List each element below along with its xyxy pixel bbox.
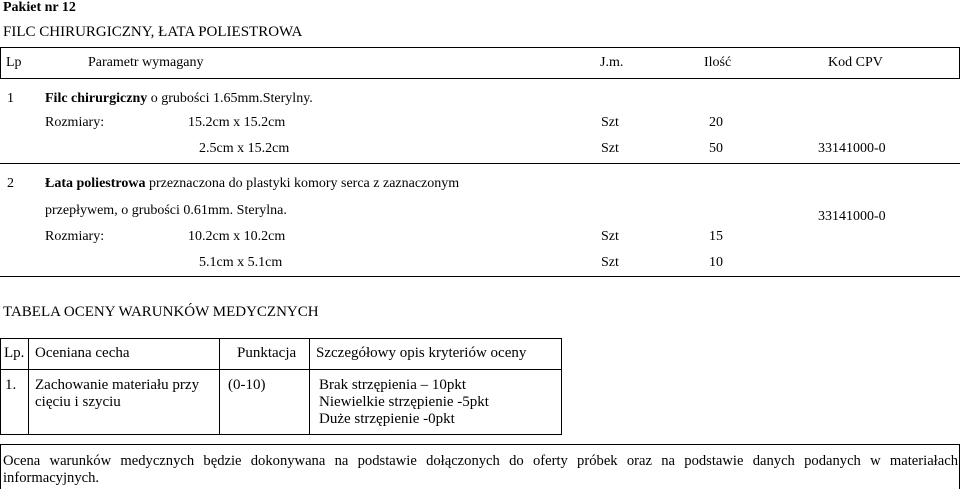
package-number: Pakiet nr 12 — [3, 0, 76, 15]
item-2-unit-1: Szt — [601, 229, 619, 244]
eval-table-border-left — [0, 338, 1, 435]
item-1-qty-1: 20 — [709, 115, 723, 130]
eval-detail-line-1: Brak strzępienia – 10pkt — [319, 377, 467, 393]
eval-row-details — [319, 377, 489, 428]
eval-table-title: TABELA OCENY WARUNKÓW MEDYCZNYCH — [3, 304, 319, 320]
item-1-unit-1: Szt — [601, 115, 619, 130]
notice-border-left — [0, 444, 1, 489]
spec-table-header-border — [0, 78, 960, 79]
spec-table-border-top — [0, 47, 960, 48]
item-1-unit-2: Szt — [601, 141, 619, 156]
col-header-unit: J.m. — [600, 55, 624, 70]
eval-table-border-right — [561, 338, 562, 435]
item-1-cpv: 33141000-0 — [818, 141, 886, 156]
spec-table-border-bottom — [0, 276, 960, 277]
item-2-cpv: 33141000-0 — [818, 209, 886, 224]
col-header-lp: Lp — [6, 55, 22, 70]
eval-table-header-border — [0, 369, 562, 370]
eval-detail-line-3: Duże strzępienie -0pkt — [319, 411, 455, 427]
item-2-qty-1: 15 — [709, 229, 723, 244]
eval-row-feature-line-1: Zachowanie materiału przy — [35, 377, 200, 393]
eval-row-feature — [35, 377, 199, 411]
item-2-size-2: 5.1cm x 5.1cm — [199, 255, 283, 270]
item-2-name: Łata poliestrowa — [45, 176, 146, 191]
document-title: FILC CHIRURGICZNY, ŁATA POLIESTROWA — [3, 24, 303, 40]
eval-col-header-feature: Oceniana cecha — [35, 345, 130, 361]
eval-row-lp: 1. — [5, 377, 17, 393]
spec-table-border-left — [0, 47, 1, 79]
item-1-name-rest: o grubości 1.65mm.Sterylny. — [147, 91, 313, 106]
eval-col-divider-3 — [309, 338, 310, 435]
eval-col-divider-1 — [28, 338, 29, 435]
eval-row-feature-line-2: cięciu i szyciu — [35, 394, 121, 410]
spec-table-row-separator — [0, 163, 960, 164]
eval-col-divider-2 — [219, 338, 220, 435]
item-2-unit-2: Szt — [601, 255, 619, 270]
item-2-lp: 2 — [7, 176, 14, 191]
col-header-qty: Ilość — [704, 55, 732, 70]
eval-col-header-details: Szczegółowy opis kryteriów oceny — [316, 345, 527, 361]
eval-col-header-lp: Lp. — [4, 345, 25, 361]
item-1-description — [45, 91, 313, 107]
eval-table-border-top — [0, 338, 562, 339]
item-1-size-1: 15.2cm x 15.2cm — [188, 115, 286, 130]
item-1-qty-2: 50 — [709, 141, 723, 156]
item-2-size-label: Rozmiary: — [45, 229, 105, 244]
item-2-description — [45, 176, 459, 192]
eval-col-header-points: Punktacja — [237, 345, 297, 361]
col-header-param: Parametr wymagany — [88, 55, 204, 70]
item-2-description-line2: przepływem, o grubości 0.61mm. Sterylna. — [45, 203, 287, 218]
eval-table-border-bottom — [0, 434, 562, 435]
eval-detail-line-2: Niewielkie strzępienie -5pkt — [319, 394, 489, 410]
item-1-size-label: Rozmiary: — [45, 115, 105, 130]
evaluation-notice: Ocena warunków medycznych będzie dokonywana na podstawie dołączonych do oferty próbek oraz na podstawie danych podanych w materiałach informacyjnych. — [3, 453, 958, 486]
notice-border-top — [0, 444, 960, 445]
item-1-name: Filc chirurgiczny — [45, 91, 148, 106]
item-2-name-rest: przeznaczona do plastyki komory serca z zaznaczonym — [145, 176, 460, 191]
item-2-size-1: 10.2cm x 10.2cm — [188, 229, 286, 244]
item-2-qty-2: 10 — [709, 255, 723, 270]
item-1-size-2: 2.5cm x 15.2cm — [199, 141, 290, 156]
item-1-lp: 1 — [7, 91, 14, 106]
eval-row-points: (0-10) — [228, 377, 266, 393]
col-header-cpv: Kod CPV — [828, 55, 883, 70]
